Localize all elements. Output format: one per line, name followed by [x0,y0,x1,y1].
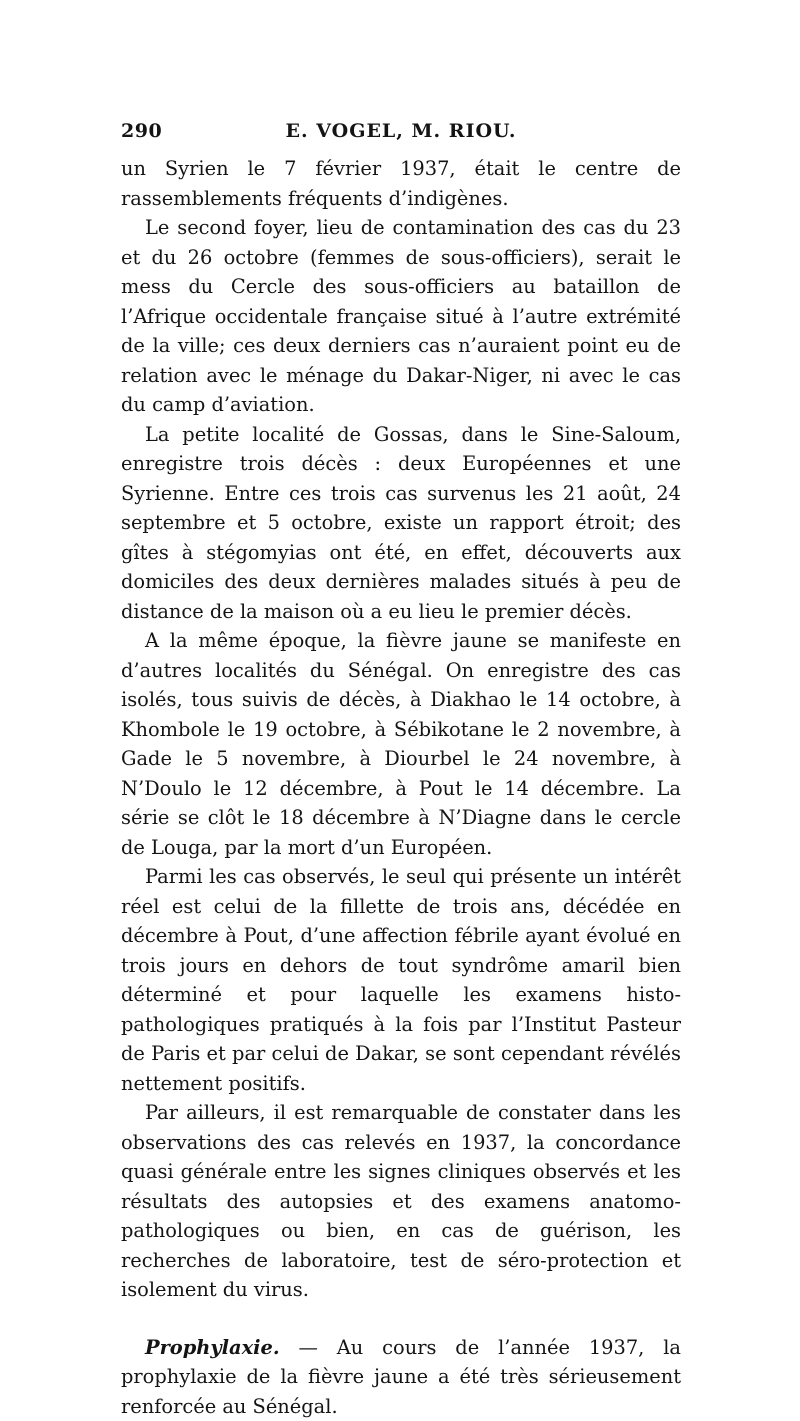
paragraph-concordance: Par ailleurs, il est remarquable de constater dans les observations des cas relevés en 1937, la concordance quasi générale entre les signes cliniques observés et les résultats des autopsies et des examens anatomo-pathologiques ou bien, en cas de guérison, les recherches de laboratoire, test de séro-protection et isolement du virus. [121,1098,681,1305]
prophylaxis-heading: Prophylaxie. [145,1336,280,1359]
paragraph-prophylaxis [121,1333,681,1421]
paragraph-second-focus: Le second foyer, lieu de contamination des cas du 23 et du 26 octobre (femmes de sous-officiers), serait le mess du Cercle des sous-officiers au bataillon de l’Afrique occidentale française situé à l’autre extrémité de la ville; ces deux derniers cas n’auraient point eu de relation avec le ménage du Dakar-Niger, ni avec le cas du camp d’aviation. [121,213,681,420]
page-number: 290 [121,120,162,142]
paragraph-gossas: La petite localité de Gossas, dans le Sine-Saloum, enregistre trois décès : deux Européennes et une Syrienne. Entre ces trois cas survenus les 21 août, 24 septembre et 5 octobre, existe un rapport étroit; des gîtes à stégomyias ont été, en effet, découverts aux domiciles des deux dernières malades situés à peu de distance de la maison où a eu lieu le premier décès. [121,420,681,627]
body-text [121,154,681,1421]
paragraph-continued: un Syrien le 7 février 1937, était le centre de rassemblements fréquents d’indigènes. [121,154,681,213]
paragraph-observed-cases: Parmi les cas observés, le seul qui présente un intérêt réel est celui de la fillette de trois ans, décédée en décembre à Pout, d’une affection fébrile ayant évolué en trois jours en dehors de tout syndrôme amaril bien déterminé et pour laquelle les examens histo-pathologiques pratiqués à la fois par l’Institut Pasteur de Paris et par celui de Dakar, se sont cependant révélés nettement positifs. [121,862,681,1098]
page-header [121,112,681,146]
book-page [121,112,681,1421]
running-head: E. VOGEL, M. RIOU. [121,120,681,142]
prophylaxis-text: — Au cours de l’année 1937, la prophylaxie de la fièvre jaune a été très sérieusement renforcée au Sénégal. [121,1336,681,1418]
paragraph-other-localities: A la même époque, la fièvre jaune se manifeste en d’autres localités du Sénégal. On enregistre des cas isolés, tous suivis de décès, à Diakhao le 14 octobre, à Khombole le 19 octobre, à Sébikotane le 2 novembre, à Gade le 5 novembre, à Diourbel le 24 novembre, à N’Doulo le 12 décembre, à Pout le 14 décembre. La série se clôt le 18 décembre à N’Diagne dans le cercle de Louga, par la mort d’un Européen. [121,626,681,862]
